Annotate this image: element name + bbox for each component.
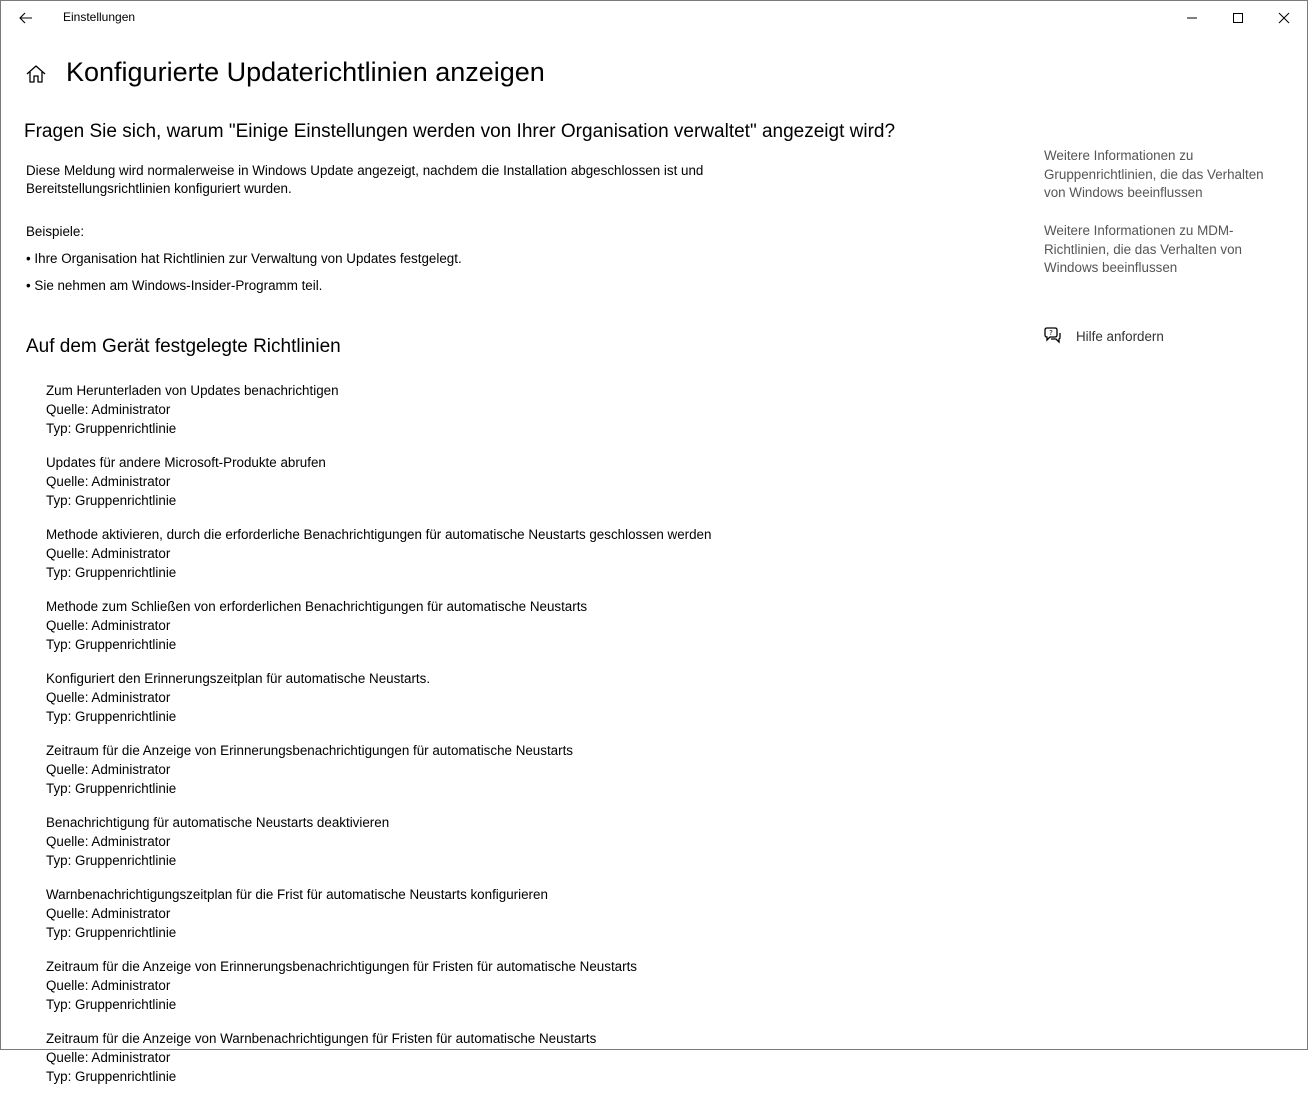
example-item: • Sie nehmen am Windows-Insider-Programm teil.	[26, 278, 323, 293]
maximize-icon	[1233, 13, 1243, 23]
policy-type: Typ: Gruppenrichtlinie	[46, 709, 177, 724]
chat-help-icon	[1042, 326, 1062, 346]
close-button[interactable]	[1261, 1, 1307, 34]
back-button[interactable]	[9, 4, 43, 32]
policy-list	[46, 381, 1006, 1101]
home-icon	[25, 63, 47, 85]
policy-name: Zeitraum für die Anzeige von Erinnerungsbenachrichtigungen für automatische Neustarts	[46, 743, 573, 758]
examples-label: Beispiele:	[26, 224, 85, 239]
policy-item	[46, 813, 1006, 885]
policy-source: Quelle: Administrator	[46, 690, 171, 705]
get-help-link[interactable]	[1042, 325, 1164, 347]
policy-name: Methode aktivieren, durch die erforderliche Benachrichtigungen für automatische Neustarts geschlossen werden	[46, 527, 712, 542]
policy-source: Quelle: Administrator	[46, 906, 171, 921]
policy-item	[46, 381, 1006, 453]
description-text: Diese Meldung wird normalerweise in Windows Update angezeigt, nachdem die Installation abgeschlossen ist und Bereitstellungsrichtlinien konfiguriert wurden.	[26, 163, 704, 196]
policy-item	[46, 669, 1006, 741]
policy-name: Methode zum Schließen von erforderlichen Benachrichtigungen für automatische Neustarts	[46, 599, 588, 614]
policy-name: Zum Herunterladen von Updates benachrichtigen	[46, 383, 339, 398]
policy-source: Quelle: Administrator	[46, 402, 171, 417]
policy-type: Typ: Gruppenrichtlinie	[46, 565, 177, 580]
policy-source: Quelle: Administrator	[46, 546, 171, 561]
policy-type: Typ: Gruppenrichtlinie	[46, 997, 177, 1012]
policy-source: Quelle: Administrator	[46, 762, 171, 777]
close-icon	[1279, 13, 1289, 23]
back-arrow-icon	[19, 12, 33, 24]
policy-name: Zeitraum für die Anzeige von Warnbenachrichtigungen für Fristen für automatische Neustarts	[46, 1031, 597, 1046]
policy-item	[46, 597, 1006, 669]
policy-item	[46, 957, 1006, 1029]
policy-source: Quelle: Administrator	[46, 978, 171, 993]
policy-name: Benachrichtigung für automatische Neustarts deaktivieren	[46, 815, 390, 830]
get-help-label: Hilfe anfordern	[1076, 328, 1164, 344]
policy-name: Konfiguriert den Erinnerungszeitplan für automatische Neustarts.	[46, 671, 431, 686]
title-bar	[1, 1, 1307, 34]
policy-item	[46, 741, 1006, 813]
minimize-icon	[1187, 13, 1197, 23]
policy-source: Quelle: Administrator	[46, 834, 171, 849]
svg-text:?: ?	[1049, 329, 1053, 337]
home-button[interactable]	[25, 63, 47, 85]
policy-type: Typ: Gruppenrichtlinie	[46, 853, 177, 868]
mdm-policy-info-link[interactable]: Weitere Informationen zu MDM-Richtlinien, die das Verhalten von Windows beeinflussen	[1044, 223, 1243, 275]
maximize-button[interactable]	[1215, 1, 1261, 34]
policy-source: Quelle: Administrator	[46, 618, 171, 633]
policy-item	[46, 885, 1006, 957]
policy-item	[46, 525, 1006, 597]
policy-type: Typ: Gruppenrichtlinie	[46, 925, 177, 940]
group-policy-info-link[interactable]: Weitere Informationen zu Gruppenrichtlinien, die das Verhalten von Windows beeinflussen	[1044, 148, 1264, 200]
policy-type: Typ: Gruppenrichtlinie	[46, 493, 177, 508]
minimize-button[interactable]	[1169, 1, 1215, 34]
question-heading: Fragen Sie sich, warum "Einige Einstellungen werden von Ihrer Organisation verwaltet" angezeigt wird?	[24, 121, 896, 142]
policy-name: Updates für andere Microsoft-Produkte abrufen	[46, 455, 326, 470]
example-item: • Ihre Organisation hat Richtlinien zur Verwaltung von Updates festgelegt.	[26, 251, 462, 266]
policy-source: Quelle: Administrator	[46, 474, 171, 489]
section-title: Auf dem Gerät festgelegte Richtlinien	[26, 336, 341, 357]
policy-item	[46, 453, 1006, 525]
policy-type: Typ: Gruppenrichtlinie	[46, 421, 177, 436]
policy-type: Typ: Gruppenrichtlinie	[46, 781, 177, 796]
page-title: Konfigurierte Updaterichtlinien anzeigen	[66, 57, 545, 87]
window-title: Einstellungen	[63, 10, 136, 24]
policy-type: Typ: Gruppenrichtlinie	[46, 1069, 177, 1084]
policy-name: Warnbenachrichtigungszeitplan für die Frist für automatische Neustarts konfigurieren	[46, 887, 548, 902]
policy-item	[46, 1029, 1006, 1101]
policy-source: Quelle: Administrator	[46, 1050, 171, 1065]
policy-type: Typ: Gruppenrichtlinie	[46, 637, 177, 652]
policy-name: Zeitraum für die Anzeige von Erinnerungsbenachrichtigungen für Fristen für automatische Neustarts	[46, 959, 637, 974]
